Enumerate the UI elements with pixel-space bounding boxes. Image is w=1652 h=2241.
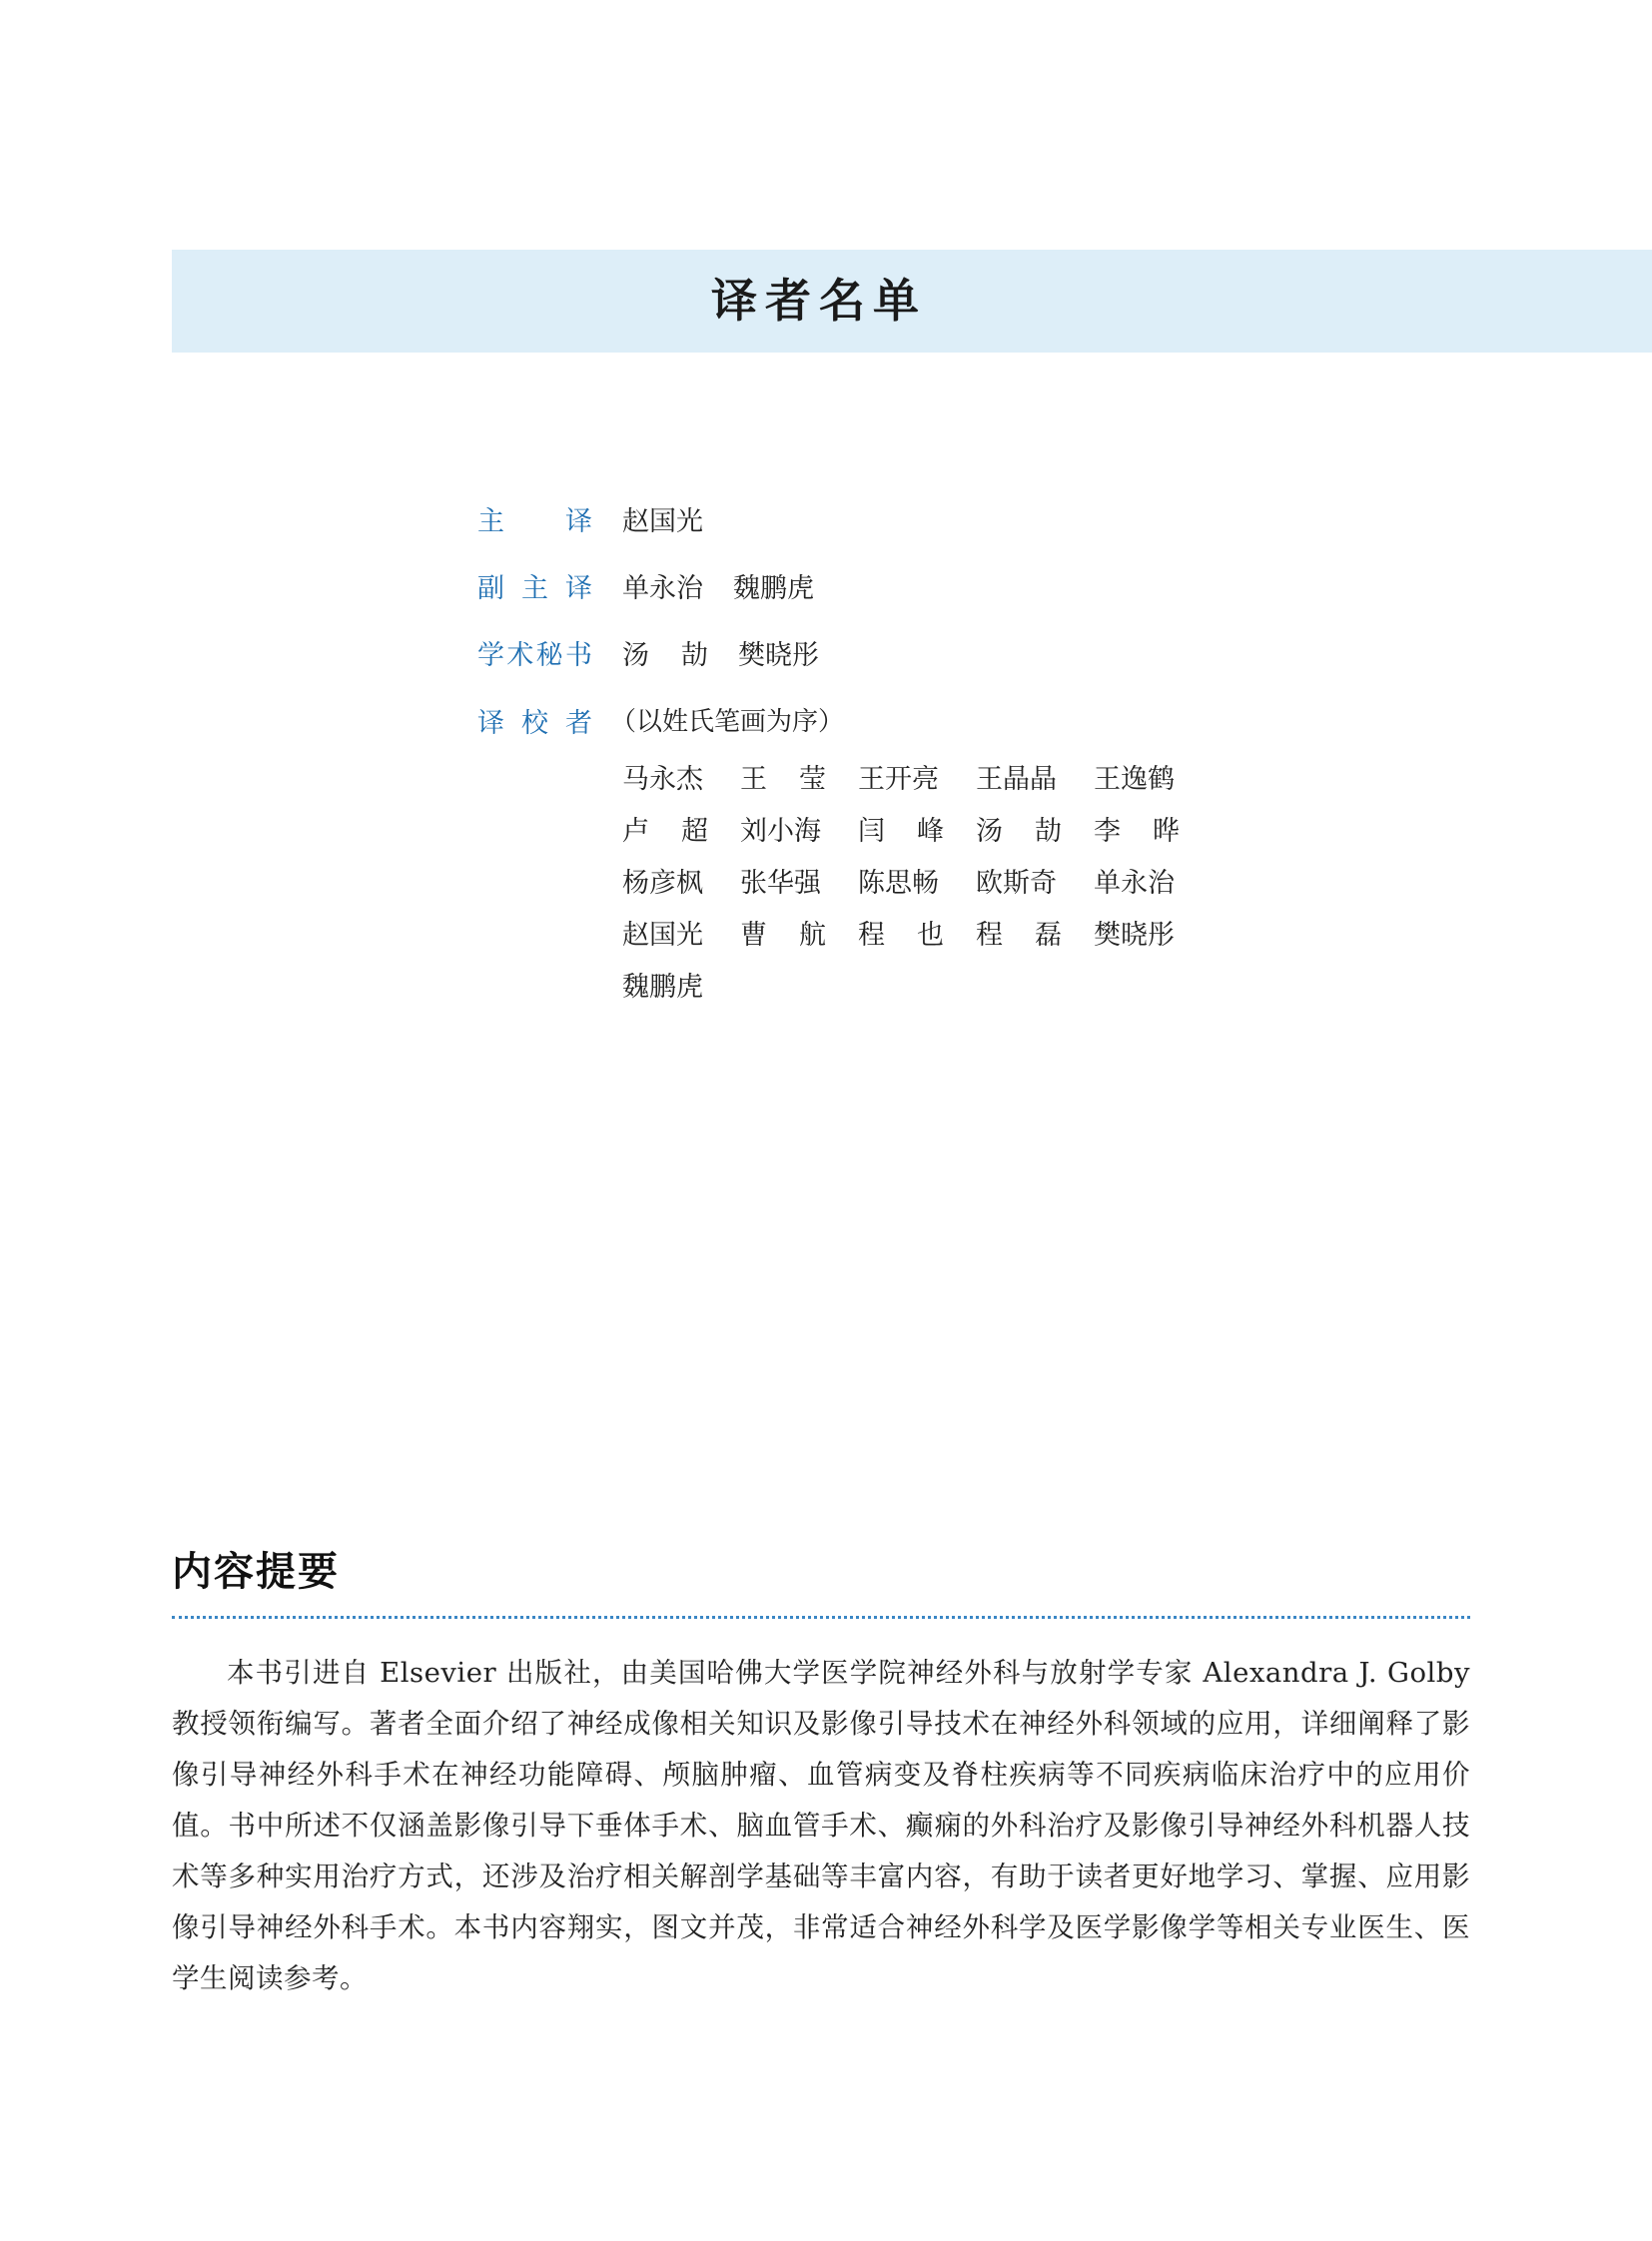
role-names — [622, 499, 733, 538]
translator-name: 王 莹 — [740, 764, 826, 795]
translator-name: 刘小海 — [740, 816, 821, 847]
role-label-char: 译 — [477, 708, 504, 739]
role-label — [477, 566, 592, 605]
translator-name: 程 也 — [858, 920, 944, 951]
translator-name: 李 晔 — [1094, 816, 1180, 847]
translator-name: 欧斯奇 — [976, 868, 1057, 899]
role-label-char: 译 — [565, 506, 592, 537]
person-name: 赵国光 — [622, 506, 703, 537]
role-label-char: 术 — [506, 640, 534, 671]
person-name: 单永治 — [622, 573, 703, 604]
translator-name: 卢 超 — [622, 816, 708, 847]
person-name: 樊晓彤 — [738, 640, 819, 671]
person-name: 汤 劼 — [622, 640, 708, 671]
translator-name: 赵国光 — [622, 920, 703, 951]
translator-name: 杨彦枫 — [622, 868, 703, 899]
translator-name: 单永治 — [1094, 868, 1175, 899]
translator-name: 魏鹏虎 — [622, 972, 703, 1003]
role-label — [477, 701, 592, 740]
summary-heading: 内容提要 — [172, 1548, 340, 1595]
translator-name: 樊晓彤 — [1094, 920, 1175, 951]
role-label-char: 译 — [565, 573, 592, 604]
translator-name: 王晶晶 — [976, 764, 1057, 795]
role-names — [622, 566, 844, 605]
role-label-char: 书 — [564, 640, 592, 671]
translator-name: 张华强 — [740, 868, 821, 899]
role-label-char: 主 — [477, 506, 504, 537]
translator-name: 程 磊 — [976, 920, 1062, 951]
role-names — [622, 633, 849, 672]
role-label — [477, 499, 592, 538]
title-band — [172, 250, 1652, 353]
person-name: 魏鹏虎 — [733, 573, 814, 604]
role-label-char: 主 — [521, 573, 548, 604]
translator-name: 曹 航 — [740, 920, 826, 951]
role-label-char: 秘 — [535, 640, 563, 671]
summary-body: 本书引进自 Elsevier 出版社，由美国哈佛大学医学院神经外科与放射学专家 Alexandra J. Golby 教授领衔编写。著者全面介绍了神经成像相关知识及影像引导技术在神经外科领域的应用，详细阐释了影像引导神经外科手术在神经功能障碍、颅脑肿瘤、血管病变及脊柱疾病等不同疾病临床治疗中的应用价值。书中所述不仅涵盖影像引导下垂体手术、脑血管手术、癫痫的外科治疗及影像引导神经外科机器人技术等多种实用治疗方式，还涉及治疗相关解剖学基础等丰富内容，有助于读者更好地学习、掌握、应用影像引导神经外科手术。本书内容翔实，图文并茂，非常适合神经外科学及医学影像学等相关专业医生、医学生阅读参考。 — [172, 1657, 1470, 1994]
dotted-divider — [172, 1616, 1470, 1619]
role-label-char: 学 — [477, 640, 504, 671]
role-label-char: 副 — [477, 573, 504, 604]
translator-name: 闫 峰 — [858, 816, 944, 847]
role-label-char: 校 — [521, 708, 548, 739]
role-note: （以姓氏笔画为序） — [610, 707, 845, 737]
translator-name: 王逸鹤 — [1094, 764, 1175, 795]
role-label-char: 者 — [565, 708, 592, 739]
role-label — [477, 633, 592, 672]
translator-name: 王开亮 — [858, 764, 939, 795]
translator-name: 陈思畅 — [858, 868, 939, 899]
translator-name: 汤 劼 — [976, 816, 1062, 847]
translator-name: 马永杰 — [622, 764, 703, 795]
page-title: 译者名单 — [711, 274, 927, 328]
